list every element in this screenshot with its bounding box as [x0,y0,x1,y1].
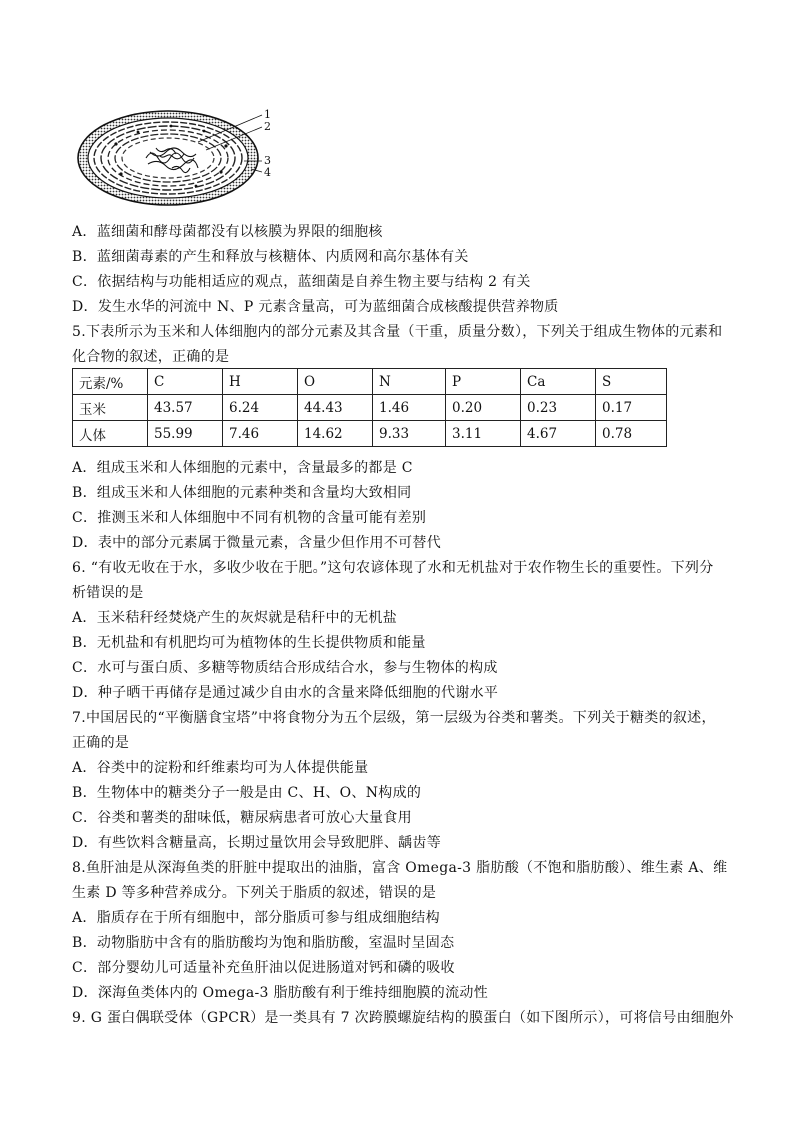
q8-stem-line1: 8.鱼肝油是从深海鱼类的肝脏中提取出的油脂，富含 Omega-3 脂肪酸（不饱和脂肪酸）、维生素 A、维 [72,860,728,876]
q4-option-d: D．发生水华的河流中 N、P 元素含量高，可为蓝细菌合成核酸提供营养物质 [72,299,559,315]
label-3: 3 [264,154,271,167]
label-4: 4 [264,166,271,179]
q5-stem-line1: 5.下表所示为玉米和人体细胞内的部分元素及其含量（干重，质量分数），下列关于组成生物体的元素和 [72,324,723,340]
table-cell: 14.62 [298,421,373,447]
q7-stem-line2: 正确的是 [72,735,130,751]
q7-option-b: B．生物体中的糖类分子一般是由 C、H、O、N构成的 [72,785,422,801]
table-header-cell: S [596,369,667,395]
q5-option-a: A．组成玉米和人体细胞的元素中，含量最多的都是 C [72,460,413,476]
q6-option-c: C．水可与蛋白质、多糖等物质结合形成结合水，参与生物体的构成 [72,660,498,676]
table-cell: 6.24 [223,395,298,421]
table-cell: 9.33 [373,421,446,447]
q6-option-a: A．玉米秸秆经焚烧产生的灰烬就是秸秆中的无机盐 [72,610,398,626]
q8-option-d: D．深海鱼类体内的 Omega-3 脂肪酸有利于维持细胞膜的流动性 [72,985,489,1001]
table-cell: 55.99 [148,421,223,447]
q6-option-b: B．无机盐和有机肥均可为植物体的生长提供物质和能量 [72,635,426,651]
q4-option-a: A．蓝细菌和酵母菌都没有以核膜为界限的细胞核 [72,224,383,240]
element-content-table [72,368,667,447]
q4-option-b: B．蓝细菌毒素的产生和释放与核糖体、内质网和高尔基体有关 [72,249,469,265]
q7-stem-line1: 7.中国居民的“平衡膳食宝塔”中将食物分为五个层级，第一层级为谷类和薯类。下列关于糖类的叙述， [72,710,716,726]
table-header-cell: N [373,369,446,395]
table-cell: 43.57 [148,395,223,421]
table-cell: 玉米 [73,395,148,421]
q7-option-d: D．有些饮料含糖量高，长期过量饮用会导致肥胖、龋齿等 [72,835,442,851]
table-header-cell: 元素/% [73,369,148,395]
q6-stem-line1: 6. “有收无收在于水，多收少收在于肥。”这句农谚体现了水和无机盐对于农作物生长的重要性。下列分 [72,560,714,576]
table-row [73,395,667,421]
table-header-cell: P [446,369,521,395]
cell-membrane [88,118,248,198]
table-cell: 人体 [73,421,148,447]
q6-option-d: D．种子晒干再储存是通过减少自由水的含量来降低细胞的代谢水平 [72,685,499,701]
q5-option-b: B．组成玉米和人体细胞的元素种类和含量均大致相同 [72,485,412,501]
table-header-row [73,369,667,395]
table-header-cell: O [298,369,373,395]
table-cell: 0.23 [521,395,596,421]
table-row [73,421,667,447]
cyanobacteria-diagram [76,106,286,208]
q7-option-c: C．谷类和薯类的甜味低，糖尿病患者可放心大量食用 [72,810,412,826]
table-cell: 4.67 [521,421,596,447]
label-1: 1 [264,108,271,121]
table-cell: 7.46 [223,421,298,447]
table-cell: 1.46 [373,395,446,421]
table-cell: 44.43 [298,395,373,421]
q8-option-b: B．动物脂肪中含有的脂肪酸均为饱和脂肪酸，室温时呈固态 [72,935,455,951]
q5-option-c: C．推测玉米和人体细胞中不同有机物的含量可能有差别 [72,510,427,526]
q8-stem-line2: 生素 D 等多种营养成分。下列关于脂质的叙述，错误的是 [72,885,437,901]
q6-stem-line2: 析错误的是 [72,585,144,601]
table-header-cell: H [223,369,298,395]
label-2: 2 [264,120,271,133]
table-cell: 0.20 [446,395,521,421]
table-cell: 0.78 [596,421,667,447]
table-header-cell: C [148,369,223,395]
q8-option-c: C．部分婴幼儿可适量补充鱼肝油以促进肠道对钙和磷的吸收 [72,960,455,976]
q5-option-d: D．表中的部分元素属于微量元素，含量少但作用不可替代 [72,535,442,551]
table-header-cell: Ca [521,369,596,395]
q7-option-a: A．谷类中的淀粉和纤维素均可为人体提供能量 [72,760,369,776]
q8-option-a: A．脂质存在于所有细胞中，部分脂质可参与组成细胞结构 [72,910,440,926]
table-cell: 3.11 [446,421,521,447]
q4-option-c: C．依据结构与功能相适应的观点，蓝细菌是自养生物主要与结构 2 有关 [72,274,531,290]
q5-stem-line2: 化合物的叙述，正确的是 [72,349,230,365]
q9-stem-line1: 9. G 蛋白偶联受体（GPCR）是一类具有 7 次跨膜螺旋结构的膜蛋白（如下图所示），可将信号由细胞外 [72,1010,734,1026]
table-cell: 0.17 [596,395,667,421]
